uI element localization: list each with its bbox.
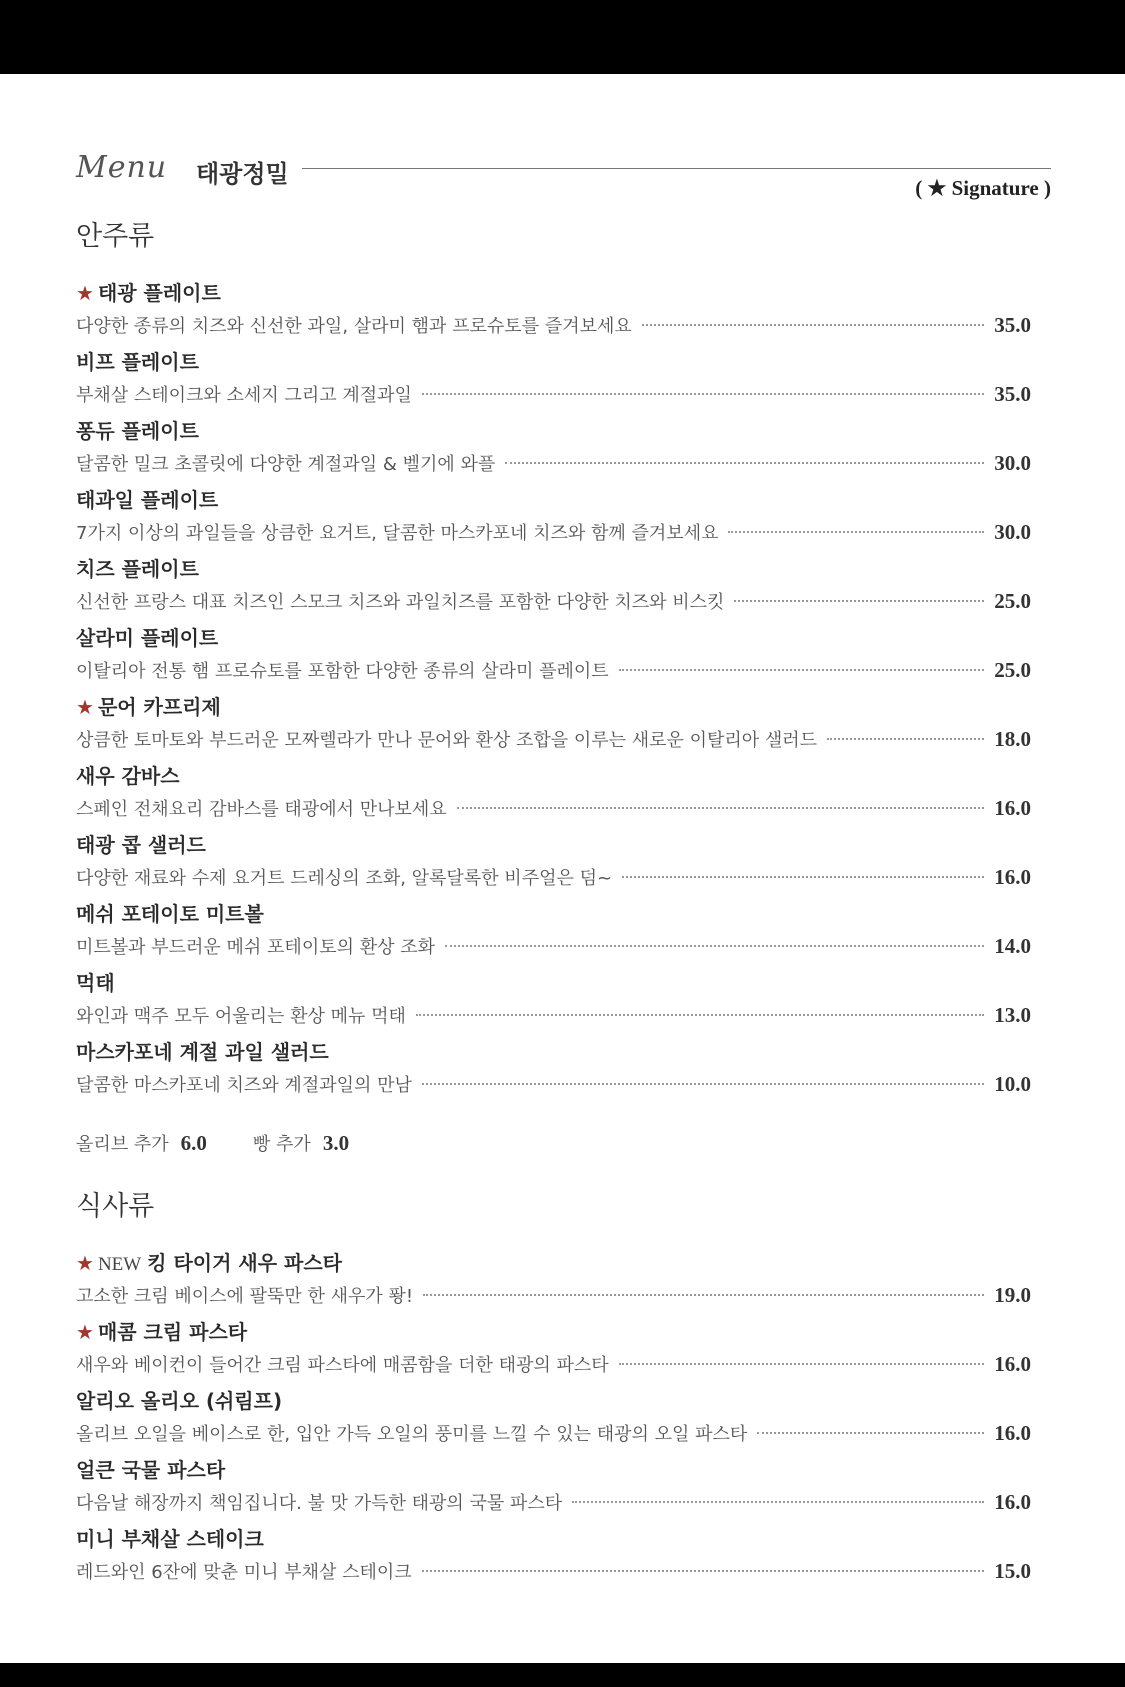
item-detail-row — [76, 308, 1031, 342]
item-detail-row — [76, 929, 1031, 963]
item-price: 16.0 — [994, 796, 1031, 820]
item-price: 10.0 — [994, 1072, 1031, 1096]
menu-item — [76, 623, 1051, 692]
item-price: 30.0 — [994, 451, 1031, 475]
extra-price: 6.0 — [180, 1131, 207, 1155]
menu-script-title: Menu — [76, 150, 168, 185]
item-list — [76, 1248, 1051, 1593]
item-detail-row — [76, 377, 1031, 411]
item-name: 퐁듀 플레이트 — [76, 419, 199, 443]
item-name: 태과일 플레이트 — [76, 488, 219, 512]
item-description: 다음날 해장까지 책임집니다. 불 맛 가득한 태광의 국물 파스타 — [76, 1493, 563, 1514]
dotted-leader — [734, 600, 984, 602]
menu-item — [76, 1248, 1051, 1317]
extra-label: 올리브 추가 — [76, 1134, 169, 1155]
item-description: 부채살 스테이크와 소세지 그리고 계절과일 — [76, 385, 412, 406]
menu-item — [76, 485, 1051, 554]
section-appetizers — [76, 216, 1051, 1160]
item-price: 15.0 — [994, 1559, 1031, 1583]
item-description: 고소한 크림 베이스에 팔뚝만 한 새우가 퐝! — [76, 1286, 414, 1307]
menu-item — [76, 761, 1051, 830]
item-name-row — [76, 692, 1051, 722]
extra-label: 빵 추가 — [252, 1134, 311, 1155]
item-detail-row — [76, 791, 1031, 825]
item-name: 메쉬 포테이토 미트볼 — [76, 902, 264, 926]
bottom-black-bar — [0, 1663, 1125, 1687]
menu-item — [76, 1317, 1051, 1386]
menu-item — [76, 416, 1051, 485]
item-price: 16.0 — [994, 865, 1031, 889]
extras-row — [76, 1126, 1051, 1160]
item-detail-row — [76, 584, 1031, 618]
shop-name: 태광정밀 — [196, 160, 289, 188]
item-name: 먹태 — [76, 971, 115, 995]
item-description: 미트볼과 부드러운 메쉬 포테이토의 환상 조화 — [76, 937, 435, 958]
menu-item — [76, 278, 1051, 347]
menu-item — [76, 1037, 1051, 1106]
dotted-leader — [827, 738, 984, 740]
item-detail-row — [76, 1347, 1031, 1381]
menu-item — [76, 968, 1051, 1037]
item-price: 14.0 — [994, 934, 1031, 958]
item-detail-row — [76, 446, 1031, 480]
menu-page — [76, 150, 1051, 1593]
item-detail-row — [76, 998, 1031, 1032]
dotted-leader — [757, 1432, 984, 1434]
item-name-row — [76, 899, 1051, 929]
item-price: 13.0 — [994, 1003, 1031, 1027]
dotted-leader — [422, 1083, 984, 1085]
item-name: 살라미 플레이트 — [76, 626, 219, 650]
dotted-leader — [622, 876, 984, 878]
item-description: 와인과 맥주 모두 어울리는 환상 메뉴 먹태 — [76, 1006, 406, 1027]
dotted-leader — [642, 324, 985, 326]
item-name-row — [76, 830, 1051, 860]
item-name-row — [76, 347, 1051, 377]
dotted-leader — [619, 1363, 985, 1365]
dotted-leader — [505, 462, 984, 464]
menu-item — [76, 1524, 1051, 1593]
menu-item — [76, 347, 1051, 416]
section-title: 안주류 — [76, 221, 155, 252]
item-detail-row — [76, 1067, 1031, 1101]
signature-star-icon: ★ — [76, 1320, 94, 1344]
item-name-row — [76, 1524, 1051, 1554]
dotted-leader — [457, 807, 985, 809]
item-description: 스페인 전채요리 감바스를 태광에서 만나보세요 — [76, 799, 447, 820]
item-list — [76, 278, 1051, 1106]
menu-item — [76, 1386, 1051, 1455]
item-name: 문어 카프리제 — [97, 695, 221, 719]
item-detail-row — [76, 722, 1031, 756]
item-name-row — [76, 1037, 1051, 1067]
item-name-row — [76, 485, 1051, 515]
item-price: 30.0 — [994, 520, 1031, 544]
item-description: 다양한 재료와 수제 요거트 드레싱의 조화, 알록달록한 비주얼은 덤~ — [76, 868, 613, 889]
item-name: 매콤 크림 파스타 — [97, 1320, 248, 1344]
item-detail-row — [76, 1554, 1031, 1588]
menu-header — [76, 150, 1051, 230]
menu-item — [76, 1455, 1051, 1524]
item-description: 달콤한 밀크 초콜릿에 다양한 계절과일 & 벨기에 와플 — [76, 454, 496, 475]
item-name: 비프 플레이트 — [76, 350, 199, 374]
item-description: 레드와인 6잔에 맞춘 미니 부채살 스테이크 — [76, 1562, 412, 1583]
item-description: 올리브 오일을 베이스로 한, 입안 가득 오일의 풍미를 느낄 수 있는 태광의 오일 파스타 — [76, 1424, 748, 1445]
item-price: 16.0 — [994, 1352, 1031, 1376]
item-price: 35.0 — [994, 382, 1031, 406]
extra-option — [252, 1131, 350, 1155]
item-detail-row — [76, 860, 1031, 894]
top-black-bar — [0, 0, 1125, 74]
menu-item — [76, 554, 1051, 623]
signature-star-icon: ★ — [76, 1251, 94, 1275]
item-name-row — [76, 278, 1051, 308]
item-detail-row — [76, 1278, 1031, 1312]
dotted-leader — [423, 1294, 984, 1296]
dotted-leader — [572, 1501, 984, 1503]
item-price: 25.0 — [994, 658, 1031, 682]
dotted-leader — [422, 393, 984, 395]
item-name: 얼큰 국물 파스타 — [76, 1458, 226, 1482]
item-name-row — [76, 416, 1051, 446]
signature-star-icon: ★ — [76, 281, 94, 305]
item-name-row — [76, 554, 1051, 584]
item-price: 25.0 — [994, 589, 1031, 613]
item-price: 16.0 — [994, 1490, 1031, 1514]
extra-price: 3.0 — [322, 1131, 350, 1155]
menu-item — [76, 692, 1051, 761]
item-description: 7가지 이상의 과일들을 상큼한 요거트, 달콤한 마스카포네 치즈와 함께 즐겨보세요 — [76, 523, 719, 544]
dotted-leader — [445, 945, 984, 947]
item-name-row — [76, 623, 1051, 653]
dotted-leader — [728, 531, 984, 533]
signature-star-icon: ★ — [76, 695, 94, 719]
item-name: 마스카포네 계절 과일 샐러드 — [76, 1040, 329, 1064]
item-name: 킹 타이거 새우 파스타 — [147, 1251, 342, 1275]
header-divider — [302, 168, 1051, 169]
dotted-leader — [619, 669, 985, 671]
item-name: 치즈 플레이트 — [76, 557, 199, 581]
item-detail-row — [76, 1416, 1031, 1450]
item-name: 태광 플레이트 — [97, 281, 221, 305]
item-name-row — [76, 1386, 1051, 1416]
item-name-row — [76, 1248, 1051, 1278]
dotted-leader — [416, 1014, 984, 1016]
item-description: 신선한 프랑스 대표 치즈인 스모크 치즈와 과일치즈를 포함한 다양한 치즈와 비스킷 — [76, 592, 725, 613]
item-name: 태광 콥 샐러드 — [76, 833, 206, 857]
menu-item — [76, 899, 1051, 968]
section-meals — [76, 1186, 1051, 1593]
item-description: 이탈리아 전통 햄 프로슈토를 포함한 다양한 종류의 살라미 플레이트 — [76, 661, 609, 682]
menu-item — [76, 830, 1051, 899]
item-name: 새우 감바스 — [76, 764, 180, 788]
item-name-row — [76, 1455, 1051, 1485]
item-price: 19.0 — [994, 1283, 1031, 1307]
extra-option — [76, 1131, 207, 1155]
item-description: 다양한 종류의 치즈와 신선한 과일, 살라미 햄과 프로슈토를 즐겨보세요 — [76, 316, 632, 337]
dotted-leader — [422, 1570, 985, 1572]
item-description: 상큼한 토마토와 부드러운 모짜렐라가 만나 문어와 환상 조합을 이루는 새로운 이탈리아 샐러드 — [76, 730, 818, 751]
section-title: 식사류 — [76, 1191, 155, 1222]
item-name: 알리오 올리오 (쉬림프) — [76, 1389, 283, 1413]
item-description: 새우와 베이컨이 들어간 크림 파스타에 매콤함을 더한 태광의 파스타 — [76, 1355, 609, 1376]
item-detail-row — [76, 653, 1031, 687]
new-badge: NEW — [97, 1254, 142, 1275]
item-description: 달콤한 마스카포네 치즈와 계절과일의 만남 — [76, 1075, 412, 1096]
item-detail-row — [76, 1485, 1031, 1519]
item-price: 16.0 — [994, 1421, 1031, 1445]
item-name: 미니 부채살 스테이크 — [76, 1527, 264, 1551]
item-price: 18.0 — [994, 727, 1031, 751]
item-name-row — [76, 968, 1051, 998]
signature-legend: ( ★ Signature ) — [915, 176, 1051, 200]
item-detail-row — [76, 515, 1031, 549]
item-price: 35.0 — [994, 313, 1031, 337]
item-name-row — [76, 1317, 1051, 1347]
item-name-row — [76, 761, 1051, 791]
